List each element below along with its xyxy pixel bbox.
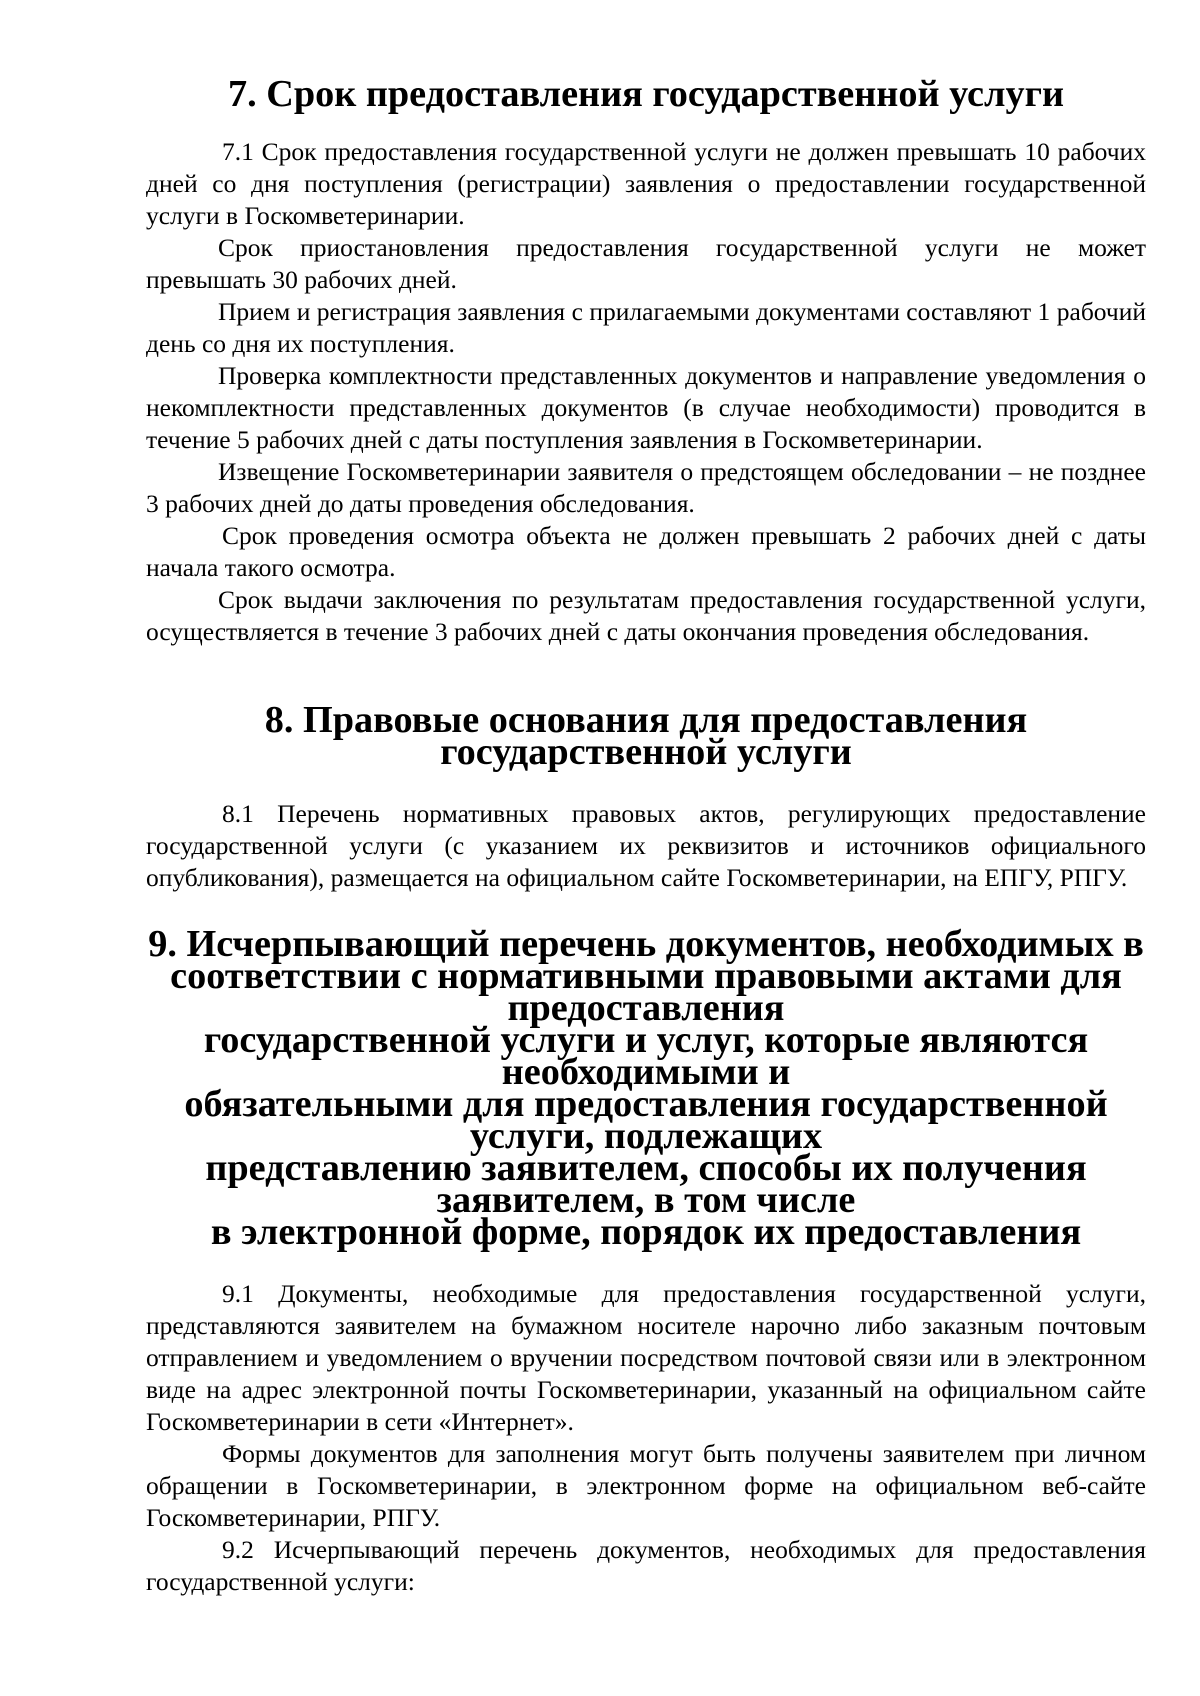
section-9-heading-line: представлению заявителем, способы их получения заявителем, в том числе bbox=[205, 1147, 1087, 1221]
section-8-heading: 8. Правовые основания для предоставления государственной услуги bbox=[264, 699, 1028, 773]
section-7-paragraph: Срок проведения осмотра объекта не должен превышать 2 рабочих дней с даты начала такого осмотра. bbox=[146, 521, 1146, 582]
section-7-paragraph: Срок выдачи заключения по результатам предоставления государственной услуги, осуществляется в течение 3 рабочих дней с даты окончания проведения обследования. bbox=[146, 585, 1146, 646]
section-7-paragraph: 7.1 Срок предоставления государственной услуги не должен превышать 10 рабочих дней со дня поступления (регистрации) заявления о предоставлении государственной услуги в Госкомветеринарии. bbox=[146, 137, 1146, 230]
section-9-heading-line: соответствии с нормативными правовыми актами для предоставления bbox=[170, 955, 1122, 1029]
section-9-heading bbox=[146, 923, 1146, 1253]
section-9-heading-line: обязательными для предоставления государственной услуги, подлежащих bbox=[184, 1083, 1108, 1157]
section-9-paragraph: 9.1 Документы, необходимые для предоставления государственной услуги, представляются заявителем на бумажном носителе нарочно либо заказным почтовым отправлением и уведомлением о вручении посредством почтовой связи или в электронном виде на адрес электронной почты Госкомветеринарии, указанный на официальном сайте Госкомветеринарии в сети «Интернет». bbox=[146, 1279, 1146, 1436]
section-7-paragraph: Прием и регистрация заявления с прилагаемыми документами составляют 1 рабочий день со дня их поступления. bbox=[146, 297, 1146, 358]
section-9-paragraph: Формы документов для заполнения могут быть получены заявителем при личном обращении в Госкомветеринарии, в электронном форме на официальном веб-сайте Госкомветеринарии, РПГУ. bbox=[146, 1439, 1146, 1532]
section-9-heading-line: 9. Исчерпывающий перечень документов, необходимых в bbox=[148, 923, 1144, 965]
section-7-paragraph: Проверка комплектности представленных документов и направление уведомления о некомплектности представленных документов (в случае необходимости) проводится в течение 5 рабочих дней с даты поступления заявления в Госкомветеринарии. bbox=[146, 361, 1146, 454]
section-7-paragraph: Срок приостановления предоставления государственной услуги не может превышать 30 рабочих дней. bbox=[146, 233, 1146, 294]
section-7-paragraph: Извещение Госкомветеринарии заявителя о предстоящем обследовании – не позднее 3 рабочих дней до даты проведения обследования. bbox=[146, 457, 1146, 518]
section-9-heading-line: государственной услуги и услуг, которые являются необходимыми и bbox=[203, 1019, 1089, 1093]
section-8-paragraph: 8.1 Перечень нормативных правовых актов, регулирующих предоставление государственной услуги (с указанием их реквизитов и источников официального опубликования), размещается на официальном сайте Госкомветеринарии, на ЕПГУ, РПГУ. bbox=[146, 799, 1146, 892]
document-content bbox=[146, 73, 1146, 1598]
section-7-heading: 7. Срок предоставления государственной услуги bbox=[227, 73, 1064, 115]
section-9-paragraph: 9.2 Исчерпывающий перечень документов, необходимых для предоставления государственной услуги: bbox=[146, 1535, 1146, 1596]
section-9-heading-line: в электронной форме, порядок их предоставления bbox=[210, 1211, 1082, 1253]
